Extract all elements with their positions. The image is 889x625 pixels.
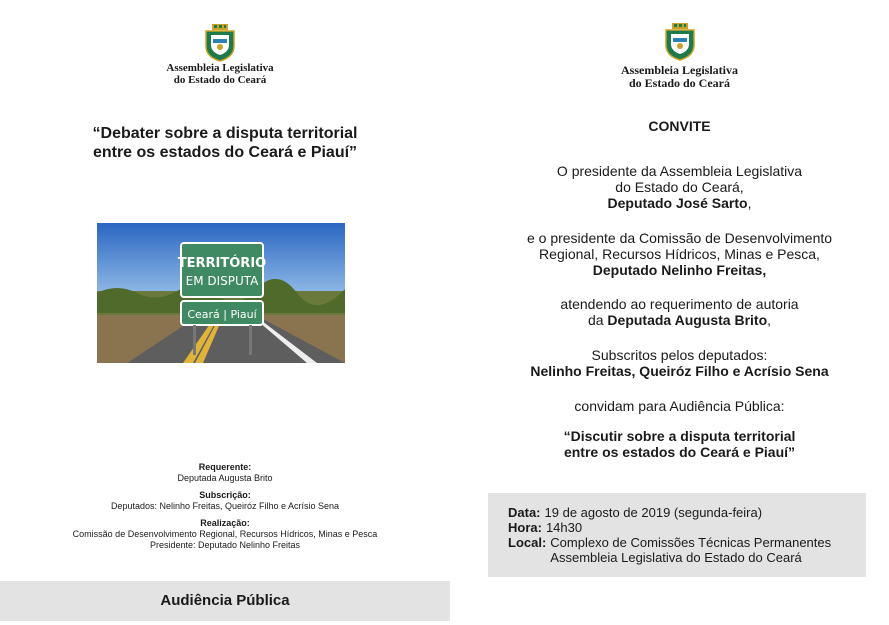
paragraph-president (470, 163, 889, 211)
assembly-logo-right (470, 20, 889, 90)
p2-name: Deputado Nelinho Freitas, (592, 262, 767, 278)
time-value: 14h30 (545, 520, 583, 535)
credits-realizacao (0, 518, 450, 551)
right-panel (470, 0, 889, 625)
location-value-2: Assembleia Legislativa do Estado do Ceará (550, 550, 802, 565)
coat-of-arms-icon (663, 20, 697, 64)
sign-text-line2: EM DISPUTA (185, 274, 259, 288)
sign-text-line1: TERRITÓRIO (177, 256, 267, 271)
p1-line2: do Estado do Ceará, (615, 179, 744, 195)
left-title (0, 124, 450, 162)
event-info-box (488, 493, 866, 577)
right-title (470, 428, 889, 460)
p3-line1: atendendo ao requerimento de autoria (560, 296, 799, 312)
p1-suffix: , (747, 195, 752, 211)
paragraph-subscribers (470, 347, 889, 379)
left-title-line2: entre os estados do Ceará e Piauí” (92, 144, 358, 161)
paragraph-invite: convidam para Audiência Pública: (574, 398, 785, 414)
p2-line2: Regional, Recursos Hídricos, Minas e Pesca, (539, 246, 820, 262)
p3-prefix: da (587, 312, 608, 328)
p4-line1: Subscritos pelos deputados: (591, 347, 768, 363)
requerente-label: Requerente: (198, 462, 252, 472)
p1-name: Deputado José Sarto (607, 195, 748, 211)
location-value-1: Complexo de Comissões Técnicas Permanentes (550, 535, 832, 550)
subscricao-value: Deputados: Nelinho Freitas, Queiróz Filho e Acrísio Sena (110, 501, 340, 511)
info-date (508, 505, 831, 520)
info-location (508, 535, 831, 565)
footer-banner: Audiência Pública (0, 581, 450, 621)
p4-names: Nelinho Freitas, Queiróz Filho e Acrísio Sena (530, 363, 829, 379)
org-name-line2: do Estado do Ceará (173, 74, 267, 86)
paragraph-requirement (470, 296, 889, 328)
requerente-value: Deputada Augusta Brito (177, 473, 273, 483)
p3-name: Deputada Augusta Brito (607, 312, 768, 328)
org-name-line2: do Estado do Ceará (628, 76, 730, 90)
sign-text-line3: Ceará | Piauí (187, 308, 257, 321)
org-name-line1: Assembleia Legislativa (166, 62, 274, 74)
subscricao-label: Subscrição: (199, 490, 251, 500)
right-title-line2: entre os estados do Ceará e Piauí” (563, 444, 796, 460)
left-title-line1: “Debater sobre a disputa territorial (92, 125, 358, 142)
credits-requerente (0, 462, 450, 484)
paragraph-commission (470, 230, 889, 278)
p2-line1: e o presidente da Comissão de Desenvolvimento (526, 230, 833, 246)
p1-line1: O presidente da Assembleia Legislativa (556, 163, 803, 179)
realizacao-value-2: Presidente: Deputado Nelinho Freitas (149, 540, 301, 550)
org-name-line1: Assembleia Legislativa (621, 63, 738, 77)
territory-sign-photo (97, 223, 345, 363)
convite-heading: CONVITE (648, 118, 711, 134)
assembly-logo (0, 24, 440, 86)
credits (0, 462, 450, 557)
coat-of-arms-icon (203, 24, 237, 62)
p3-suffix: , (767, 312, 772, 328)
date-value: 19 de agosto de 2019 (segunda-feira) (544, 505, 763, 520)
time-label: Hora: (508, 520, 542, 535)
credits-subscricao (0, 490, 450, 512)
date-label: Data: (508, 505, 541, 520)
location-label: Local: (508, 535, 547, 550)
right-title-line1: “Discutir sobre a disputa territorial (563, 428, 796, 444)
info-time (508, 520, 831, 535)
realizacao-value-1: Comissão de Desenvolvimento Regional, Recursos Hídricos, Minas e Pesca (72, 529, 378, 539)
realizacao-label: Realização: (200, 518, 250, 528)
